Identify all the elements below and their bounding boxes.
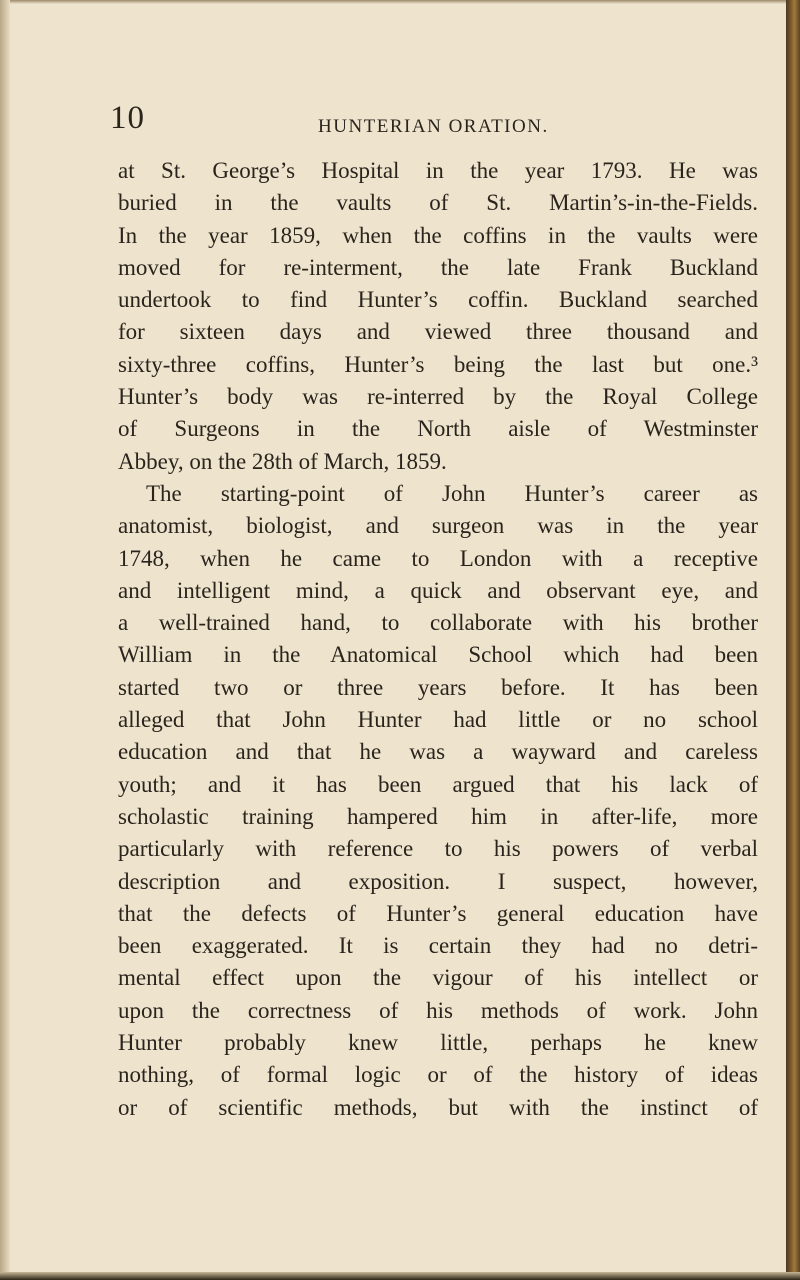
text-line: Hunter probably knew little, perhaps he knew	[118, 1030, 758, 1056]
text-line: education and that he was a wayward and careless	[118, 739, 758, 765]
page-header	[110, 100, 750, 140]
text-line: of Surgeons in the North aisle of Westminster	[118, 416, 758, 442]
text-line: description and exposition. I suspect, however,	[118, 868, 758, 894]
text-line: upon the correctness of his methods of work. John	[118, 997, 758, 1023]
text-line: scholastic training hampered him in after-life, more	[118, 803, 758, 829]
book-binding-edge	[786, 0, 800, 1280]
paragraph-first-line: The starting-point of John Hunter’s career as	[146, 480, 758, 506]
text-line: Abbey, on the 28th of March, 1859.	[118, 448, 447, 474]
text-line: anatomist, biologist, and surgeon was in the year	[118, 513, 758, 539]
text-line: alleged that John Hunter had little or no school	[118, 707, 758, 733]
text-line: In the year 1859, when the coffins in the vaults were	[118, 222, 758, 248]
text-line: that the defects of Hunter’s general education have	[118, 900, 758, 926]
page-number: 10	[110, 100, 145, 136]
text-line: started two or three years before. It has been	[118, 674, 758, 700]
text-line: been exaggerated. It is certain they had no detri-	[118, 933, 758, 959]
text-line: and intelligent mind, a quick and observant eye, and	[118, 577, 758, 603]
text-line: nothing, of formal logic or of the history of ideas	[118, 1062, 758, 1088]
text-line: youth; and it has been argued that his lack of	[118, 771, 758, 797]
text-line: buried in the vaults of St. Martin’s-in-the-Fields.	[118, 190, 758, 216]
text-line: particularly with reference to his powers of verbal	[118, 836, 758, 862]
text-line: mental effect upon the vigour of his intellect or	[118, 965, 758, 991]
text-line: for sixteen days and viewed three thousand and	[118, 319, 758, 345]
page-left-edge	[0, 0, 10, 1280]
text-line: undertook to find Hunter’s coffin. Buckland searched	[118, 287, 758, 313]
text-line: or of scientific methods, but with the instinct of	[118, 1094, 758, 1120]
page-bottom-edge	[0, 1272, 800, 1280]
page-top-edge	[0, 0, 800, 4]
body-text	[118, 155, 758, 1124]
text-line: at St. George’s Hospital in the year 1793. He was	[118, 158, 758, 183]
text-line: William in the Anatomical School which had been	[118, 642, 758, 668]
text-line: moved for re-interment, the late Frank Buckland	[118, 254, 758, 280]
text-line: a well-trained hand, to collaborate with his brother	[118, 610, 758, 636]
running-head: HUNTERIAN ORATION.	[318, 116, 549, 137]
text-line: Hunter’s body was re-interred by the Royal College	[118, 384, 758, 410]
text-line: sixty-three coffins, Hunter’s being the last but one.³	[118, 351, 758, 377]
text-line: 1748, when he came to London with a receptive	[118, 545, 758, 571]
